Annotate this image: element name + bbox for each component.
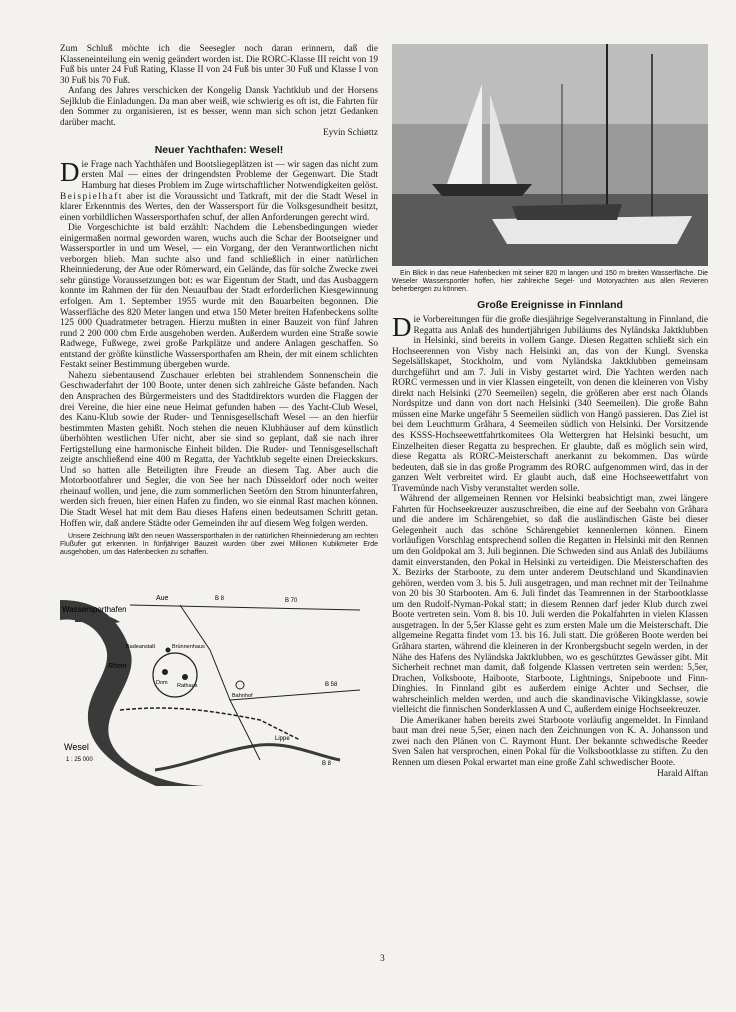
map-label-b70: B 70 xyxy=(285,598,298,605)
map-label-rhein: Rhein xyxy=(108,663,127,671)
article-lead-paragraph xyxy=(60,156,378,223)
map-label-dom: Dom xyxy=(156,680,168,687)
left-column xyxy=(60,44,378,786)
article-title-finnland: Große Ereignisse in Finnland xyxy=(477,299,623,311)
article-title-wesel: Neuer Yachthafen: Wesel! xyxy=(154,143,284,156)
map-label-lippe: Lippe xyxy=(275,736,290,743)
harbor-basin xyxy=(75,614,120,623)
map-label-bahnhof: Bahnhof xyxy=(232,693,253,700)
map-caption: Unsere Zeichnung läßt den neuen Wassersporthafen in der natürlichen Rheinniederung am rechten Flußufer gut erkennen. In fünfjähriger Bauzeit wurden über zwei Millionen Kubikmeter Erde ausgehoben, um das Hafenbecken zu schaffen. xyxy=(60,533,378,557)
town-marker xyxy=(162,669,168,675)
map-label-bruennenhaus: Brünnenhaus xyxy=(172,644,205,651)
town-marker xyxy=(182,674,188,680)
article-paragraph: Die Amerikaner haben bereits zwei Starboote vorläufig angemeldet. In Finnland baut man drei neue 5,5er, einen nach den Zeichnungen von K. A. Johansson und zwei nach den Plänen von C. Raymont Hunt. Der bekannte schwedische Reeder Sven Salen hat versprochen, einen Pokal für die Volksbootklasse zu stiften. Zu den Rennen um diesen Pokal erwartet man eine große Zahl schwedischer Boote. xyxy=(392,715,708,768)
lead-spaced-word: Beispielhaft xyxy=(60,191,123,202)
lead-text: ie Vorbereitungen für die große diesjährige Segelveranstaltung in Finnland, die Regatta aus Anlaß des hundertjährigen Jubiläums des Nyländska Jaktklubben in Helsinki, sind bereits in vollem Gange. Diesen Regatten schließt sich ein Hochseerennen von Visby nach Helsinki an, das von der Kungl. Svenska Segelsällskapet, Stockholm, und vom Nyländska Jaktklubben gemeinsam durchgeführt und am 7. Juli in Visby gestartet wird. Die Yachten werden nach RORC vermessen und in vier Klassen eingeteilt, von denen die kleineren von Visby direkt nach Helsinki (270 Seemeilen) segeln, die größeren aber erst nach Ölands Nordspitze und dann von dort nach Helsinki (340 Seemeilen). Die große Bahn müssen eine Marke ungefähr 5 Seemeilen südlich von Hangö passieren. Das Ziel ist bei dem Leuchtturm Gråhara, 4 Seemeilen südlich von Helsinki. Der Vorsitzende des KSSS-Hochseewettfahrtkomitees Ola Wettergren hat Helsinki besucht, um Einzelheiten dieser Regatta zu besprechen. Er glaubte, daß es möglich sein wird, diese Regatta als RORC-Meisterschaft anerkannt zu bekommen. Das würde bedeuten, daß sie in das große Programm des RORC aufgenommen wird, das in der ganzen Welt verbreitet wird. Er glaubt auch, daß eine Hochseewettfahrt von Travemünde nach Visby veranstaltet werden solle. xyxy=(392,315,708,494)
article-lead-paragraph xyxy=(392,312,708,494)
map-label-city: Wesel xyxy=(64,742,89,753)
map-label-b8: B 8 xyxy=(215,596,225,603)
drop-cap: D xyxy=(392,312,412,342)
railway xyxy=(120,708,300,743)
intro-signature: Eyvin Schiøttz xyxy=(322,128,378,139)
map-label-rathaus: Rathaus xyxy=(177,683,198,690)
right-column xyxy=(392,44,708,779)
intro-paragraph: Anfang des Jahres verschicken der Kongelig Dansk Yachtklub und der Horsens Sejlklub die Einladungen. Da man aber weiß, wie schwierig es oft ist, die Fahrten für den Sommer zu organisieren, ist es besser, wenn man sich schon jetzt Gedanken darüber macht. xyxy=(60,86,378,128)
station-marker xyxy=(236,681,244,689)
road xyxy=(130,605,360,610)
article-signature: Harald Alftan xyxy=(657,768,708,779)
map-label-b8-bottom: B 8 xyxy=(322,761,332,768)
map-label-b58: B 58 xyxy=(325,682,338,689)
article-paragraph: Während der allgemeinen Rennen vor Helsinki beabsichtigt man, zwei längere Fahrten für Hochseekreuzer auszuschreiben, die eine auf der Seebahn von Gråhara und die andere im Schärengebiet, so daß die ausländischen Gäste bei dieser Gelegenheit auch das schöne Schärengebiet kennenlernen können. Einem vorläufigen Vorschlag entsprechend sollen die Regatten in Helsinki mit den Rennen um den Goldpokal am 3. Juli beginnen. Die Schweden sind aus Anlaß des Jubiläums damit einverstanden, den Pokal in Helsinki zu verteidigen. Die Meisterschaften des X. Bezirks der Starboote, zu dem unter anderem Deutschland und Skandinavien gehören, werden vom 3. bis 5. Juli ausgetragen, und man rechnet mit der Teilnahme von 20 bis 30 Starbooten. Am 6. Juli findet das Teamrennen in der Starbootklasse um den Rudolf-Nyman-Pokal statt; in diesem Rennen darf jeder Klub durch zwei Boote vertreten sein. Vom 8. bis 10. Juli werden die Pokalfahrten in vielen Klassen ausgetragen. In der 5,5er Klasse geht es zum ersten Male um die Meisterschaft. Die allgemeine Regatta findet vom 13. bis 16. Juli statt. Die größeren Boote werden bei Gråhara starten, während die kleineren in der Kronbergsbucht segeln werden, in der Nähe des Hafens des Nyländska Jaktklubben, wo es geschütztes Gewässer gibt. Mit Sicherheit rechnet man damit, daß folgende Klassen vertreten sein werden: 5,5er, Drachen, Volksboote, Haiboote, Starboote, Lightnings, Snipeboote und Finn-Dinghies. In Finnland gibt es außerdem einige Achter und Sechser, die wahrscheinlich melden werden, und auch die skandinavische Vikingklasse, sowie vielleicht die finnischen Sonderklassen A und C, außerdem einige Hochseekreuzer. xyxy=(392,494,708,716)
page-number: 3 xyxy=(380,954,385,964)
town-marker xyxy=(166,648,171,653)
map-label-aue: Aue xyxy=(156,595,169,603)
map-label-wassersporthafen: Wassersporthafen xyxy=(62,605,127,615)
map-label-scale: 1 : 25 000 xyxy=(66,757,93,764)
drop-cap: D xyxy=(60,156,80,187)
lead-text: aber ist die Voraussicht und Tatkraft, mit der die Stadt Wesel in klarer Erkenntnis des Wertes, den der Wassersport für die Volksgesundheit besitzt, einen vorbildlichen Wassersporthafen schuf, der allen Anforderungen gerecht wird. xyxy=(60,191,378,223)
article-paragraph: Nahezu siebentausend Zuschauer erlebten bei strahlendem Sonnenschein die Geschwaderfahrt der 100 Boote, unter denen sich zahlreiche Gäste befanden. Nach den Ansprachen des Bürgermeisters und des Stadtdirektors wurden die Flaggen der drei Vereine, die hier eine neue Heimat gefunden haben — des Yacht-Club Wesel, des Kanu-Klub sowie der Ruder- und Tennisgesellschaft Wesel — an den hierfür bestimmten Masten gehißt. Noch stehen die neuen Klubhäuser auf dem künstlich überhöhten westlichen Ufer nicht, aber sie sind so geplant, daß sie nach ihrer Fertigstellung eine harmonische Einheit bilden. Die Ruder- und Tennisgesellschaft zeigte anschließend eine 400 m Regatta, der Yachtklub segelte einen Dreieckskurs. Und so hatten alle Beteiligten ihre Freude an diesem Tag. Aber auch die Motorbootfahrer und Segler, die von See her nach Düsseldorf oder noch weiter rheinauf wollen, und jene, die zum sommerlichen Seetörn den Strom hinunterfahren, werden sich freuen, hier einen Hafen zu finden, wo sie einmal Rast machen können. Die Stadt Wesel hat mit dem Bau dieses Hafens einen bedeutsamen Schritt getan. Hoffen wir, daß andere Städte oder Gemeinden ihr auf diesem Weg folgen werden. xyxy=(60,370,378,529)
lippe-river xyxy=(155,745,340,770)
harbor-photo xyxy=(392,44,708,266)
intro-paragraph: Zum Schluß möchte ich die Seesegler noch daran erinnern, daß die Klasseneinteilung ein wenig geändert worden ist. Die RORC-Klasse III reicht von 19 Fuß bis unter 24 Fuß Rating, Klasse II von 24 Fuß bis unter 30 Fuß und Klasse I von 30 Fuß bis 70 Fuß. xyxy=(60,44,378,86)
lead-text: ie Frage nach Yachthäfen und Bootsliegeplätzen ist — wir sagen das nicht zum ersten Mal — eines der dringendsten Probleme der Gegenwart. Die Stadt Hamburg hat dieses Problem im Zuge wirtschaftlicher Notwendigkeiten gelöst. xyxy=(81,159,378,192)
photo-caption: Ein Blick in das neue Hafenbecken mit seiner 820 m langen und 150 m breiten Wasserfläche. Die Weseler Wassersportler hoffen, hier zahlreiche Segel- und Motoryachten aus allen Revieren beherbergen zu können. xyxy=(392,270,708,293)
article-paragraph: Die Vorgeschichte ist bald erzählt: Nachdem die Lebensbedingungen wieder einigermaßen normal geworden waren, wuchs auch die Schar der Bootseigner und Wassersportler in und um Wesel, — ein Vorgang, der den Verantwortlichen nicht verborgen blieb. Man suchte also und fand schließlich in einer natürlichen Rheinniederung, der Aue oder Römerward, ein Gelände, das für solche Zwecke zwei sehr günstige Voraussetzungen bot: es war Eigentum der Stadt, und das Ausbaggern konnte im Rahmen der für den Neuaufbau der Stadt erforderlichen Kiesgewinnung erfolgen. Am 1. September 1955 wurde mit den Bauarbeiten begonnen. Die Wasserfläche des 820 Meter langen und etwa 150 Meter breiten Hafenbeckens sollte 125 000 Quadratmeter betragen. Hierzu mußten in einer Bauzeit von fünf Jahren rund 2 200 000 cbm Erde ausgehoben werden. Außerdem wurden eine Straße sowie Radwege, Fußwege, zwei große Parkplätze und andere Anlagen geschaffen. So entstand der größte künstliche Wassersporthafen am Rhein, der mit einem schlichten Festakt seiner Bestimmung übergeben wurde. xyxy=(60,223,378,371)
harbor-map xyxy=(60,560,378,786)
map-label-badeanstalt: Badeanstalt xyxy=(126,644,156,651)
town-ring xyxy=(153,653,197,697)
